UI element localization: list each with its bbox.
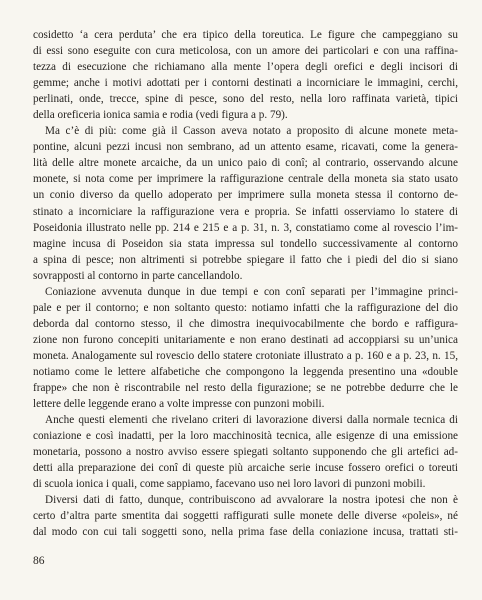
text-line: dal modo con cui tali soggetti sono, nella prima fase della coniazione incusa, trattati sti-: [33, 526, 458, 539]
page-number: 86: [33, 555, 45, 567]
text-line: tezza di esecuzione che richiamano alla mente l’opera degli orefici e degli incisori di: [33, 61, 458, 74]
text-line: Coniazione avvenuta dunque in due tempi e con conî separati per l’immagine princi-: [45, 285, 458, 298]
text-line: perlinati, onde, trecce, spine di pesce, sono del resto, nella loro raffinata varietà, tipici: [33, 93, 458, 106]
text-line: monete, si nota come per imprimere la raffigurazione centrale della moneta sia stato usato: [33, 173, 458, 186]
text-line: pontine, alcuni pezzi incusi non sembrano, ad un attento esame, ricavati, come la genera-: [33, 141, 458, 154]
paragraph: [33, 123, 458, 283]
text-line: della oreficeria ionica samia e rodia (vedi figura a p. 79).: [33, 109, 288, 122]
text-line: sovrapposti al contorno in parte cancellandolo.: [33, 269, 243, 282]
paragraph: [33, 27, 458, 123]
text-line: di scuola ionica i quali, come sappiamo, facevano uso nei loro lavori di punzoni mobili.: [33, 478, 426, 491]
text-line: gemme; anche i motivi adottati per i contorni destinati a incorniciare le immagini, cerchi,: [33, 77, 458, 90]
text-line: notiamo come le lettere alfabetiche che compongono la leggenda presentino una «double: [33, 365, 458, 378]
text-line: zione non furono concepiti unitariamente e non erano destinati ad accoppiarsi su un’unica: [33, 333, 458, 346]
text-line: Diversi dati di fatto, dunque, contribuiscono ad avvalorare la nostra ipotesi che non è: [45, 494, 458, 507]
text-line: lità delle altre monete arcaiche, da un unico paio di conî; al contrario, osservando alcune: [33, 157, 458, 170]
text-line: lettere delle leggende erano a volte impresse con punzoni mobili.: [33, 398, 325, 411]
text-line: magine incusa di Poseidon sia stata impressa sul tondello successivamente al contorno: [33, 237, 458, 250]
text-line: Anche questi elementi che rivelano criteri di lavorazione diversi dalla normale tecnica di: [45, 414, 458, 427]
text-line: stinato a incorniciare la raffigurazione vera e propria. Se infatti osserviamo lo statere di: [33, 205, 458, 218]
text-line: moneta. Analogamente sul rovescio dello statere crotoniate illustrato a p. 160 e a p. 23, n. 15,: [33, 349, 458, 362]
text-line: di essi sono eseguite con cura meticolosa, con un amore dei particolari e con una raffina-: [33, 45, 458, 58]
paragraph: [33, 492, 458, 540]
text-line: Ma c’è di più: come già il Casson aveva notato a proposito di alcune monete meta-: [45, 125, 458, 138]
paragraph: [33, 284, 458, 412]
text-line: pale e per il contorno; e non soltanto questo: notiamo infatti che la raffigurazione del dio: [33, 301, 458, 314]
text-line: a spina di pesce; non altrimenti si potrebbe spiegare il fatto che i piedi del dio si siano: [33, 253, 458, 266]
text-line: frappe» che non è riscontrabile nel resto della figurazione; se ne potrebbe dedurre che le: [33, 382, 458, 395]
text-line: un conio diverso da quello adoperato per imprimere sulla moneta stessa il contorno de-: [33, 189, 458, 202]
text-line: certo d’altra parte smentita dai soggetti raffigurati sulle monete delle diverse «poleis», né: [33, 510, 458, 523]
text-line: detti alla preparazione dei conî di queste più arcaiche serie incuse fossero orefici o toreuti: [33, 462, 458, 475]
body-text: [33, 27, 458, 541]
paragraph: [33, 412, 458, 492]
text-line: monetaria, possono a nostro avviso essere spiegati soltanto supponendo che gli artefici ad-: [33, 446, 458, 459]
text-line: cosidetto ‘a cera perduta’ che era tipico della toreutica. Le figure che campeggiano su: [33, 29, 458, 41]
text-line: coniazione e così inadatti, per la loro macchinosità tecnica, alle esigenze di una emissione: [33, 430, 458, 443]
text-line: Poseidonia illustrato nelle pp. 214 e 215 e a p. 31, n. 3, constatiamo come al rovescio l’im-: [33, 221, 458, 234]
text-line: deborda dal contorno stesso, il che dimostra inequivocabilmente che bordo e raffigura-: [33, 317, 458, 330]
